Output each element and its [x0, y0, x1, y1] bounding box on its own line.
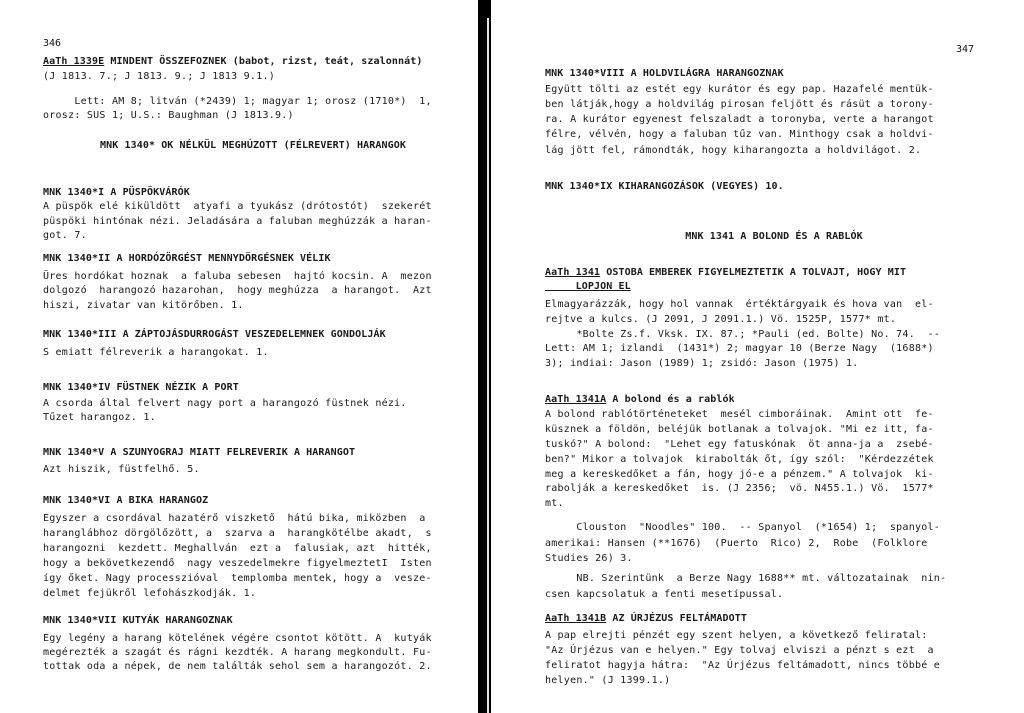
line-text: püspöki hintónak nézi. Jeladására a faluban meghúzzák a haran-	[43, 216, 432, 227]
text-line	[545, 423, 934, 437]
line-text: A csorda által felvert nagy port a harangozó füstnek nézi.	[43, 398, 407, 409]
text-line	[43, 284, 432, 298]
section-heading	[43, 186, 190, 200]
text-line	[545, 482, 934, 496]
line-text: MNK 1340*V A SZUNYOGRAJ MIATT FELREVERIK A HARANGOT	[43, 447, 356, 458]
line-text: MNK 1340*VIII A HOLDVILÁGRA HARANGOZNAK	[545, 68, 784, 79]
type-reference: AaTh 1341B	[545, 613, 607, 624]
text-line	[545, 468, 934, 482]
line-text: A pap elrejti pénzét egy szent helyen, a következő feliratal:	[545, 630, 928, 641]
line-text: Tűzet harangoz. 1.	[43, 412, 156, 423]
line-text: MNK 1340* OK NÉLKÜL MEGHÚZOTT (FÉLREVERT) HARANGOK	[99, 140, 407, 151]
type-reference: AaTh 1341A	[545, 394, 607, 405]
line-text: "Az Úrjézus van e helyen." Egy tolvaj elviszi a pénzt s ezt a	[545, 645, 934, 656]
text-line	[43, 542, 432, 556]
left-page	[0, 0, 478, 713]
text-line	[545, 438, 934, 452]
line-text: *Bolte Zs.f. Vksk. IX. 87.; *Pauli (ed. Bolte) No. 74. --	[545, 329, 941, 340]
line-text: A püspök elé kiküldött atyafi a tyukász (drótostót) szekerét	[43, 201, 432, 212]
section-heading	[43, 328, 386, 342]
text-line	[43, 463, 200, 477]
text-line	[545, 659, 940, 673]
text-line	[545, 313, 896, 327]
text-line	[545, 342, 934, 356]
line-text: hiszi, zivatar van kitörőben. 1.	[43, 300, 244, 311]
line-text: haranglábhoz dörgölőzött, a szarva a harangkötélbe akadt, s	[43, 528, 432, 539]
text-line	[43, 632, 432, 646]
line-text: rabolják a kereskedőket is. (J 2356; vö. N455.1.) Vö. 1577*	[545, 483, 934, 494]
type-reference: AaTh 1341	[545, 267, 601, 278]
line-text: Lett: AM 8; litván (*2439) 1; magyar 1; orosz (1710*) 1,	[43, 96, 432, 107]
section-heading	[545, 280, 631, 294]
section-heading	[43, 381, 239, 395]
line-text: 3); indiai: Jason (1989) 1; zsidó: Jason (1975) 1.	[545, 358, 859, 369]
text-line	[43, 346, 269, 360]
line-text: LOPJON EL	[545, 281, 631, 292]
text-line	[545, 357, 859, 371]
text-line	[43, 660, 432, 674]
section-heading	[545, 393, 735, 407]
line-text: Üres hordókat hoznak a faluba sebesen hajtó kocsin. A mezon	[43, 271, 432, 282]
text-line	[545, 588, 783, 602]
line-text: rejtve a kulcs. (J 2091, J 2091.1.) Vö. 1525P, 1577* mt.	[545, 314, 897, 325]
text-line	[545, 644, 934, 658]
line-text: A bolond rablótörténeteket mesél cimboráinak. Amint ott fe-	[545, 409, 934, 420]
line-text: Azt hiszik, füstfelhő. 5.	[43, 464, 200, 475]
text-line	[545, 552, 633, 566]
line-text: tottak oda a népek, de nem találták sehol sem a harangozót. 2.	[43, 661, 432, 672]
line-text: MNK 1340*VI A BIKA HARANGOZ	[43, 495, 209, 506]
line-text: ben?" Mikor a tolvajok kirabolták őt, így szól: "Kérdezzétek	[545, 454, 934, 465]
text-line	[545, 113, 934, 127]
text-line	[43, 299, 244, 313]
line-text: megérezték a szagát és rágni kezdték. A harang megkondult. Fu-	[43, 647, 432, 658]
line-text: tuskó?" A bolond: "Lehet egy fatuskónak öt anna-ja a zsebé-	[545, 439, 934, 450]
line-text: Egyszer a csordával hazatérő viszkető hátú bika, miközben a	[43, 513, 426, 524]
section-heading	[43, 494, 208, 508]
line-text: így őket. Nagy processzióval templomba mentek, hogy a vesze-	[43, 573, 432, 584]
line-text: Együtt tölti az estét egy kurátor és egy pap. Hazafelé mentük-	[545, 84, 934, 95]
text-line	[43, 200, 432, 214]
text-line	[545, 572, 946, 586]
line-text: amerikai: Hansen (**1676) (Puerto Rico) 2, Robe (Folklore	[545, 538, 928, 549]
gutter-divider	[487, 18, 489, 713]
text-line	[545, 98, 934, 112]
line-text: feliratot hagyja hátra: "Az Úrjézus feltámadott, nincs többé e	[545, 660, 941, 671]
type-reference: AaTh 1339E	[43, 56, 105, 67]
line-text: MNK 1340*III A ZÁPTOJÁSDURROGÁST VESZEDELEMNEK GONDOLJÁK	[43, 329, 386, 340]
line-text: csen kapcsolatuk a fenti mesetípussal.	[545, 589, 784, 600]
text-line	[43, 572, 432, 586]
text-line	[545, 408, 934, 422]
line-text: félre, vélvén, hogy a faluban tűz van. Minthogy csak a holdvi-	[545, 129, 934, 140]
line-text: AZ ÚRJÉZUS FELTÁMADOTT	[606, 613, 747, 624]
section-heading	[43, 446, 355, 460]
section-heading	[545, 266, 906, 280]
right-page	[491, 0, 1024, 713]
section-heading	[545, 230, 1003, 244]
line-text: hogy a bekövetkezendő nagy veszedelmekre figyelmeztetI Isten	[43, 558, 432, 569]
line-text: OSTOBA EMBEREK FIGYELMEZTETIK A TOLVAJT, HOGY MIT	[600, 267, 907, 278]
line-text: Studies 26) 3.	[545, 553, 633, 564]
page-number-left: 346	[43, 38, 62, 49]
text-line	[545, 83, 934, 97]
line-text: ra. A kurátor egyenest felszaladt a toronyba, verte a harangot	[545, 114, 934, 125]
line-text: Lett: AM 1; izlandi (1431*) 2; magyar 10 (Berze Nagy (1688*)	[545, 343, 934, 354]
text-line	[545, 674, 670, 688]
text-line	[43, 215, 432, 229]
line-text: helyen." (J 1399.1.)	[545, 675, 671, 686]
line-text: got. 7.	[43, 230, 87, 241]
text-line	[545, 453, 934, 467]
section-heading	[43, 55, 423, 69]
text-line	[545, 128, 934, 142]
text-line	[545, 144, 921, 158]
line-text: MNK 1340*IV FÜSTNEK NÉZIK A PORT	[43, 382, 239, 393]
text-line	[545, 497, 564, 511]
text-line	[43, 646, 432, 660]
text-line	[43, 512, 426, 526]
text-line	[43, 397, 407, 411]
text-line	[43, 229, 87, 243]
line-text: Clouston "Noodles" 100. -- Spanyol (*1654) 1; spanyol-	[545, 522, 941, 533]
section-heading	[545, 612, 747, 626]
text-line	[43, 411, 156, 425]
text-line	[545, 521, 940, 535]
page-number-right: 347	[956, 44, 975, 55]
line-text: ben látják,hogy a holdvilág pirosan feljött és rásüt a torony-	[545, 99, 934, 110]
text-line	[545, 629, 928, 643]
line-text: MNK 1341 A BOLOND ÉS A RABLÓK	[685, 231, 863, 242]
line-text: Elmagyarázzák, hogy hol vannak értéktárgyaik és hova van el-	[545, 299, 934, 310]
section-heading	[545, 180, 784, 194]
text-line	[43, 109, 294, 123]
text-line	[43, 70, 275, 84]
line-text: lág jött fel, rámondták, hogy kiharangozta a holdvilágot. 2.	[545, 145, 922, 156]
text-line	[43, 270, 432, 284]
line-text: delmet fejükről lefohászkodják. 1.	[43, 588, 257, 599]
line-text: dolgozó harangozó hazarohan, hogy meghúzza a harangot. Azt	[43, 285, 432, 296]
line-text: harangozni kezdett. Meghallván ezt a falusiak, azt hitték,	[43, 543, 432, 554]
section-heading	[545, 67, 784, 81]
line-text: meg a kereskedőket a fán, hogy jó-e a pénzem." A tolvajok ki-	[545, 469, 934, 480]
text-line	[43, 95, 432, 109]
text-line	[43, 587, 256, 601]
line-text: S emiatt félreverik a harangokat. 1.	[43, 347, 269, 358]
line-text: MNK 1340*IX KIHARANGOZÁSOK (VEGYES) 10.	[545, 181, 784, 192]
text-line	[545, 537, 928, 551]
line-text: MNK 1340*II A HORDÓZÖRGÉST MENNYDÖRGÉSNEK VÉLIK	[43, 253, 331, 264]
line-text: (J 1813. 7.; J 1813. 9.; J 1813 9.1.)	[43, 71, 276, 82]
line-text: mt.	[545, 498, 564, 509]
section-heading	[43, 252, 331, 266]
text-line	[43, 527, 432, 541]
text-line	[545, 328, 940, 342]
section-heading	[43, 139, 463, 153]
line-text: küsznek a földön, beléjük botlanak a tolvajok. "Mi ez itt, fa-	[545, 424, 934, 435]
line-text: Egy legény a harang kötelének végére csontot kötött. A kutyák	[43, 633, 432, 644]
line-text: NB. Szerintünk a Berze Nagy 1688** mt. változatainak nin-	[545, 573, 947, 584]
text-line	[545, 298, 934, 312]
section-heading	[43, 614, 233, 628]
line-text: A bolond és a rablók	[606, 394, 735, 405]
line-text: MINDENT ÖSSZEFOZNEK (babot, rizst, teát, szalonnát)	[104, 56, 423, 67]
line-text: MNK 1340*I A PÜSPÖKVÁRÓK	[43, 187, 190, 198]
line-text: orosz: SUS 1; U.S.: Baughman (J 1813.9.)	[43, 110, 294, 121]
text-line	[43, 557, 432, 571]
line-text: MNK 1340*VII KUTYÁK HARANGOZNAK	[43, 615, 233, 626]
